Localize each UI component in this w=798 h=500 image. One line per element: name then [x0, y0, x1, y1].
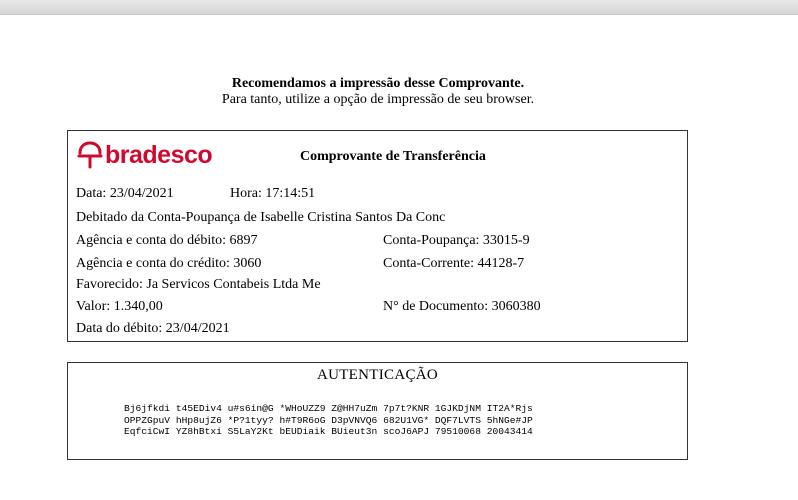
- authentication-line: EqfciCwI YZ8hBtxi S5LaY2Kt bEUDiaik BUieut3n scoJ6APJ 79510068 20043414: [124, 426, 533, 437]
- authentication-line: Bj6jfkdi t45EDiv4 u#s6in@G *WHoUZZ9 Z@HH7uZm 7p7t?KNR 1GJKDjNM IT2A*Rjs: [124, 403, 533, 414]
- debit-date: Data do débito: 23/04/2021: [76, 321, 230, 336]
- authentication-title: AUTENTICAÇÃO: [316, 367, 439, 383]
- savings-account: Conta-Poupança: 33015-9: [383, 233, 530, 248]
- print-notice: [0, 76, 756, 108]
- debit-account-holder: Debitado da Conta-Poupança de Isabelle Cristina Santos Da Conc: [76, 210, 446, 225]
- debit-agency-account: Agência e conta do débito: 6897: [76, 233, 258, 248]
- authentication-box: [67, 362, 688, 460]
- bradesco-logo-text: bradesco: [105, 141, 213, 169]
- document-number: N° de Documento: 3060380: [383, 299, 541, 314]
- transfer-receipt: [67, 130, 688, 342]
- beneficiary: Favorecido: Ja Servicos Contabeis Ltda Me: [76, 277, 321, 292]
- transfer-amount: Valor: 1.340,00: [76, 299, 163, 314]
- bradesco-logo-icon: [77, 141, 103, 169]
- checking-account: Conta-Corrente: 44128-7: [383, 256, 525, 271]
- print-recommendation: Recomendamos a impressão desse Comprovante.: [231, 76, 525, 91]
- browser-top-bar: [0, 0, 798, 15]
- receipt-title: Comprovante de Transferência: [300, 149, 486, 164]
- transfer-date: Data: 23/04/2021: [76, 186, 174, 201]
- bradesco-logo: [77, 140, 212, 170]
- authentication-line: OPPZGpuV hHp8ujZ6 *P?1tyy? h#T9R6oG D3pVNVQ6 682U1VG* DQF7LVTS 5hNGe#JP: [124, 414, 533, 426]
- print-instruction: Para tanto, utilize a opção de impressão de seu browser.: [221, 92, 535, 107]
- credit-agency-account: Agência e conta do crédito: 3060: [76, 256, 262, 271]
- authentication-code: [124, 403, 533, 438]
- transfer-time: Hora: 17:14:51: [230, 186, 316, 201]
